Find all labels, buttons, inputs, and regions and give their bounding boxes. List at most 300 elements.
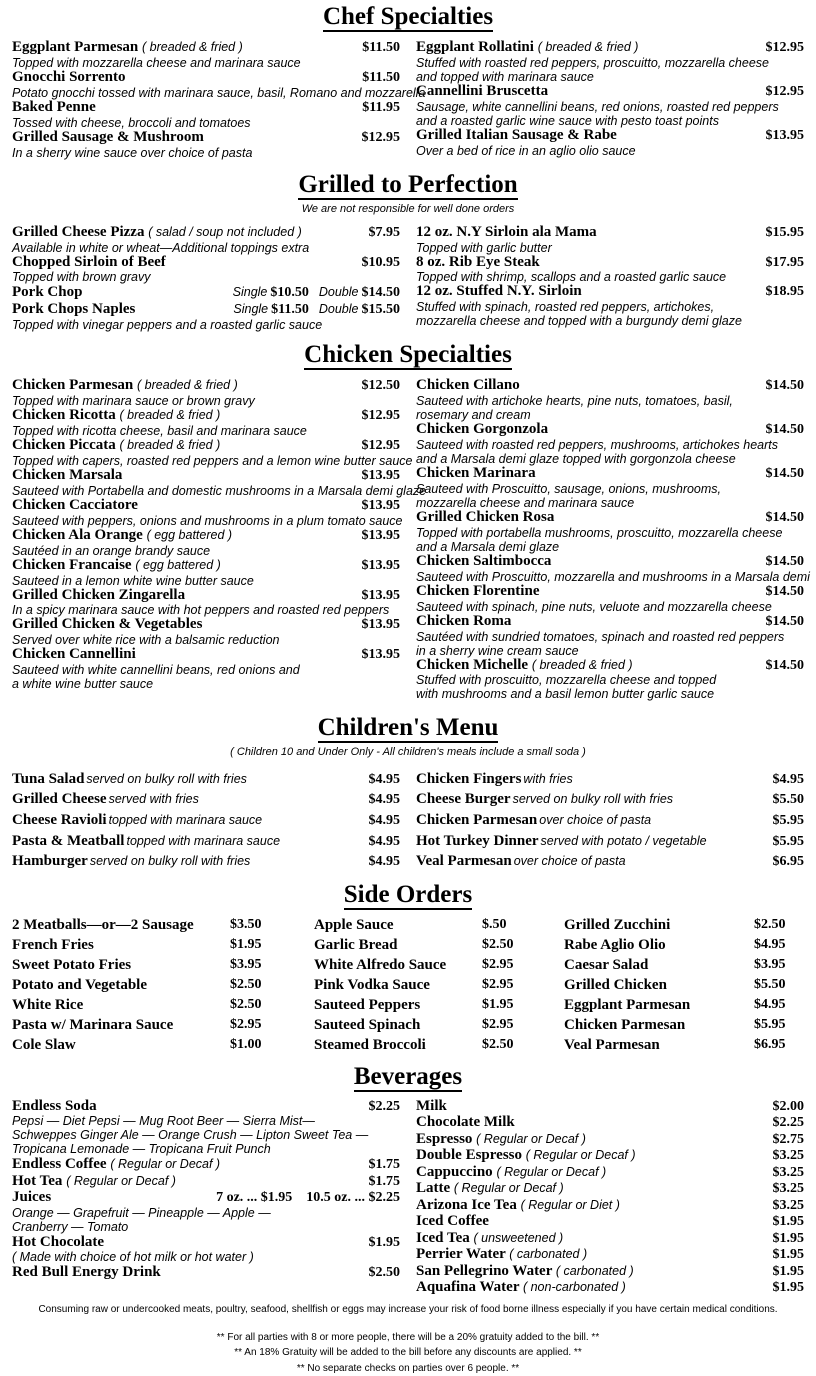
menu-item-description: Topped with shrimp, scallops and a roasted garlic sauce [416,270,727,285]
childrens-item-description: served with fries [108,792,199,807]
childrens-item-price: $4.95 [368,854,400,870]
beverage-name: Latte ( Regular or Decaf ) [416,1180,564,1197]
childrens-item-price: $4.95 [772,771,804,787]
beverage-size-price: 7 oz. ... $1.95 [216,1190,293,1206]
childrens-item-price: $4.95 [368,833,400,849]
side-order-item [12,996,314,1016]
menu-item [416,658,804,674]
side-order-item [314,916,564,936]
menu-item-price: $13.95 [765,127,804,143]
childrens-item-description: served on bulky roll with fries [512,792,674,807]
beverage-qualifier: ( Regular or Decaf ) [496,1164,607,1179]
side-order-item [12,976,314,996]
single-label: Single [233,302,269,317]
menu-item-description: In a sherry wine sauce over choice of pasta [12,145,253,160]
side-order-name: Veal Parmesan [564,1036,660,1053]
menu-item-price: $13.95 [361,468,400,484]
side-order-item [564,956,804,976]
menu-item [12,378,400,394]
menu-item-description: a white wine butter sauce [12,677,154,692]
childrens-menu-columns [12,769,804,872]
childrens-item-price: $5.95 [772,833,804,849]
childrens-item-description: served with potato / vegetable [540,833,707,848]
menu-item [12,100,400,116]
side-order-item [12,916,314,936]
menu-item-price: $14.50 [765,553,804,569]
menu-item-price: $10.95 [361,254,400,270]
childrens-item-description: served on bulky roll with fries [89,854,251,869]
menu-item [12,225,400,241]
menu-item [12,130,400,146]
childrens-menu-item [416,851,804,872]
menu-item-description: Sauteed with white cannellini beans, red onions and [12,663,300,678]
beverage-item [416,1263,804,1280]
gratuity-note: ** No separate checks on parties over 6 people. ** [296,1362,520,1374]
menu-item-description: Topped with brown gravy [12,270,151,285]
childrens-item-name: Chicken Parmesan over choice of pasta [416,811,652,828]
section-title-grilled-to-perfection [12,172,804,200]
side-order-name: Rabe Aglio Olio [564,936,666,953]
menu-item-description: in a sherry wine cream sauce [416,643,579,658]
side-order-item [564,916,804,936]
chef-specialties-right-column [410,40,804,160]
side-orders-heading-text: Side Orders [343,881,473,908]
menu-item-name: Pork Chop [12,284,83,301]
side-order-name: Steamed Broccoli [314,1036,426,1053]
grilled-left-column [12,225,410,333]
beverage-price: $2.50 [368,1265,400,1281]
menu-item-name: Eggplant Rollatini ( breaded & fried ) [416,39,639,55]
menu-item-qualifier: ( breaded & fried ) [537,40,639,54]
side-order-name: Pasta w/ Marinara Sauce [12,1016,174,1033]
childrens-item-name: Hamburger served on bulky roll with fries [12,853,251,870]
chicken-heading-text: Chicken Specialties [304,341,512,369]
menu-item-name: Grilled Italian Sausage & Rabe [416,126,617,143]
side-order-item [12,1016,314,1036]
side-order-price: $1.95 [482,996,514,1012]
menu-item [416,40,804,56]
menu-item [416,554,804,570]
side-order-name: Grilled Zucchini [564,917,671,933]
childrens-item-name: Veal Parmesan over choice of pasta [416,853,626,870]
side-orders-column-2 [314,916,564,1056]
menu-item-description: Sauteed with peppers, onions and mushrooms in a plum tomato sauce [12,513,403,528]
menu-item-description: Topped with vinegar peppers and a roasted garlic sauce [12,318,323,333]
beverage-name: San Pellegrino Water ( carbonated ) [416,1262,634,1279]
menu-item-description: Over a bed of rice in an aglio olio sauce [416,143,636,158]
menu-item-description: Topped with marinara sauce or brown gravy [12,394,255,409]
beverage-item [12,1098,400,1115]
childrens-item-name: Cheese Burger served on bulky roll with fries [416,791,674,808]
childrens-item-price: $4.95 [368,792,400,808]
menu-item-name: Chicken Saltimbocca [416,552,552,569]
side-order-name: Grilled Chicken [564,976,667,993]
beverage-price: $3.25 [772,1148,804,1164]
menu-item-description: Tossed with cheese, broccoli and tomatoes [12,115,251,130]
side-order-name: Caesar Salad [564,956,649,973]
childrens-menu-item [12,810,400,831]
beverage-item [416,1180,804,1197]
menu-item-description: Topped with garlic butter [416,240,552,255]
menu-item-qualifier: ( breaded & fried ) [531,657,633,672]
menu-item-description: Stuffed with spinach, roasted red peppers, artichokes, [416,300,715,315]
menu-item [12,408,400,424]
side-order-price: $3.50 [230,917,262,932]
menu-item-name: 8 oz. Rib Eye Steak [416,253,540,270]
gratuity-notes [12,1330,804,1376]
gratuity-note: ** For all parties with 8 or more people, there will be a 20% gratuity added to the bill. ** [216,1331,600,1343]
beverage-name: Perrier Water ( carbonated ) [416,1246,588,1263]
beverage-name: Double Espresso ( Regular or Decaf ) [416,1147,636,1164]
chef-specialties-heading-text: Chef Specialties [322,3,494,30]
side-order-item [564,996,804,1016]
beverage-description: Schweppes Ginger Ale — Orange Crush — Lipton Sweet Tea — [12,1128,369,1143]
menu-item-description: and a Marsala demi glaze [416,539,560,554]
childrens-item-description: topped with marinara sauce [126,833,281,848]
menu-item [416,614,804,630]
section-title-chef-specialties [12,4,804,32]
beverage-qualifier: ( Regular or Decaf ) [476,1131,586,1146]
menu-item-name: Chopped Sirloin of Beef [12,253,166,270]
beverage-price: $1.95 [772,1230,804,1246]
menu-item-name: Chicken Michelle ( breaded & fried ) [416,656,633,673]
menu-item-name: Chicken Piccata ( breaded & fried ) [12,437,221,454]
menu-item-qualifier: ( breaded & fried ) [142,40,243,54]
beverage-name: Espresso ( Regular or Decaf ) [416,1130,586,1147]
beverage-item [12,1189,400,1206]
menu-item-description: and a roasted garlic wine sauce with pesto toast points [416,113,719,128]
childrens-left-column [12,769,410,872]
menu-item [12,301,400,318]
menu-item-price: $13.95 [361,587,400,603]
side-order-price: $5.95 [754,1016,786,1032]
beverage-qualifier: ( non-carbonated ) [522,1280,626,1295]
side-order-price: $2.95 [482,1016,514,1032]
menu-item-price: $12.95 [765,40,804,55]
menu-item-price: $12.95 [765,83,804,99]
gratuity-note: ** An 18% Gratuity will be added to the bill before any discounts are applied. ** [234,1347,582,1359]
beverage-item [12,1156,400,1173]
menu-item [12,468,400,484]
side-order-item [12,956,314,976]
menu-item-price: $11.95 [362,99,400,115]
menu-item-qualifier: ( egg battered ) [135,557,221,572]
side-order-name: Garlic Bread [314,936,398,953]
menu-footer [12,1304,804,1376]
menu-item-price: $11.50 [362,69,400,85]
menu-item-price: $13.95 [361,527,400,543]
menu-item-name: Chicken Ricotta ( breaded & fried ) [12,407,221,424]
menu-item [12,498,400,514]
beverage-name: Iced Tea ( unsweetened ) [416,1229,564,1246]
menu-item-name: Gnocchi Sorrento [12,68,126,85]
menu-item [12,617,400,633]
menu-item-qualifier: ( breaded & fried ) [119,408,221,423]
beverages-right-column [410,1098,804,1296]
beverage-item [12,1264,400,1281]
side-order-name: Chicken Parmesan [564,1016,686,1033]
menu-item-name: Grilled Cheese Pizza ( salad / soup not included ) [12,223,302,240]
beverage-price: $2.25 [368,1098,400,1114]
menu-item [12,528,400,544]
menu-item-description: Topped with ricotta cheese, basil and marinara sauce [12,424,307,439]
menu-item-name: Chicken Parmesan ( breaded & fried ) [12,377,238,394]
menu-item-price: $17.95 [765,254,804,270]
menu-item-name: Chicken Francaise ( egg battered ) [12,556,221,573]
childrens-menu-item [416,831,804,852]
menu-item-name: Baked Penne [12,98,96,115]
menu-item-price: $14.50 [765,510,804,526]
beverage-price: $2.75 [772,1131,804,1147]
beverages-left-column [12,1098,410,1296]
menu-item-description: Sauteed with Proscuitto, mozzarella and mushrooms in a Marsala demi [416,569,810,584]
side-order-name: Potato and Vegetable [12,976,147,993]
beverage-description: Cranberry — Tomato [12,1219,129,1234]
beverage-qualifier: ( Regular or Decaf ) [110,1157,221,1172]
menu-item-description: and topped with marinara sauce [416,69,594,84]
beverage-name: Red Bull Energy Drink [12,1264,161,1281]
chef-specialties-left-column [12,39,426,160]
menu-item-qualifier: ( breaded & fried ) [119,438,221,453]
menu-item-qualifier: ( egg battered ) [146,527,233,542]
menu-item-description: Sautéed in an orange brandy sauce [12,543,211,558]
menu-item-price: $13.95 [361,497,400,513]
menu-item-name: Chicken Roma [416,612,512,629]
side-order-name: 2 Meatballs—or—2 Sausage [12,917,194,933]
side-order-item [564,1016,804,1036]
menu-item [12,284,400,301]
menu-item-name: Cannellini Bruscetta [416,82,549,99]
menu-item-description: Sauteed with Proscuitto, sausage, onions, mushrooms, [416,482,722,497]
childrens-menu-item [12,789,400,810]
side-order-item [314,996,564,1016]
menu-item-description: Sauteed in a lemon white wine butter sauce [12,573,254,588]
menu-item-name: Chicken Cillano [416,377,520,394]
menu-item [12,255,400,271]
grilled-subtitle: We are not responsible for well done orders [301,202,515,215]
beverage-name: Hot Chocolate [12,1233,105,1250]
childrens-menu-subtitle: ( Children 10 and Under Only - All children's meals include a small soda ) [230,746,586,759]
beverage-size-prices [216,1190,400,1205]
menu-item [416,225,804,241]
grilled-columns [12,225,804,333]
menu-item-description: rosemary and cream [416,408,531,423]
menu-item-description: Topped with mozzarella cheese and marinara sauce [12,55,301,70]
menu-item-description: Topped with capers, roasted red peppers and a lemon wine butter sauce [12,454,413,469]
menu-item-price: $14.50 [765,657,804,673]
childrens-item-name: Tuna Salad served on bulky roll with fries [12,770,247,787]
menu-item-name: Chicken Cannellini [12,646,136,663]
side-order-price: $5.50 [754,976,786,992]
beverage-name: Juices [12,1189,52,1206]
menu-item-description: mozzarella cheese and marinara sauce [416,496,635,511]
beverage-item [416,1164,804,1181]
grilled-right-column [410,225,804,333]
double-label: Double [318,302,359,317]
menu-item-name: Chicken Cacciatore [12,496,138,513]
section-title-chicken-specialties [12,342,804,370]
side-order-item [314,1016,564,1036]
side-orders-columns [12,916,804,1056]
menu-item-qualifier: ( salad / soup not included ) [148,224,302,239]
side-order-price: $4.95 [754,996,786,1012]
side-order-price: $4.95 [754,936,786,952]
side-orders-column-1 [12,916,314,1056]
beverage-price: $2.00 [772,1098,804,1114]
menu-item-name: Chicken Gorgonzola [416,421,549,438]
beverage-name: Cappuccino ( Regular or Decaf ) [416,1163,607,1180]
menu-item-description: with mushrooms and a basil lemon butter garlic sauce [416,687,715,702]
beverage-item [416,1279,804,1296]
side-order-name: Apple Sauce [314,917,394,933]
childrens-item-description: over choice of pasta [539,812,652,827]
menu-item-description: Available in white or wheat—Additional toppings extra [12,240,310,255]
menu-item-price: $15.95 [765,224,804,240]
menu-item-price: $12.95 [361,438,400,454]
beverage-name: Endless Soda [12,1097,97,1114]
beverage-item [416,1114,804,1131]
side-order-price: $2.50 [230,996,262,1012]
double-label: Double [318,285,359,300]
beverage-item [416,1197,804,1214]
menu-item-name: 12 oz. Stuffed N.Y. Sirloin [416,283,582,300]
childrens-menu-item [416,810,804,831]
beverage-name: Endless Coffee ( Regular or Decaf ) [12,1156,221,1173]
menu-item-price: $14.50 [765,378,804,394]
beverage-item [416,1098,804,1115]
menu-item [416,255,804,271]
menu-item-description: Stuffed with proscuitto, mozzarella cheese and topped [416,673,717,688]
menu-item-name: Grilled Chicken & Vegetables [12,616,203,633]
beverages-heading-text: Beverages [353,1062,463,1090]
menu-item [416,284,804,300]
childrens-item-name: Chicken Fingers with fries [416,770,573,787]
menu-item-price: $14.50 [765,613,804,629]
menu-item [12,647,400,663]
menu-item-qualifier: ( breaded & fried ) [137,378,238,393]
side-order-price: $3.95 [754,956,786,972]
side-order-item [314,956,564,976]
side-order-item [564,976,804,996]
side-order-price: $2.50 [230,976,262,992]
section-title-childrens-menu [12,715,804,743]
side-order-item [314,1036,564,1056]
side-order-price: $2.95 [230,1016,262,1032]
menu-item-name: Chicken Marinara [416,465,536,482]
beverage-description: Tropicana Lemonade — Tropicana Fruit Punch [12,1142,271,1157]
beverages-columns [12,1098,804,1296]
menu-item-price: $14.50 [765,466,804,482]
childrens-menu-heading-text: Children's Menu [317,714,499,742]
menu-item-price: $18.95 [765,284,804,300]
childrens-item-price: $4.95 [368,812,400,828]
menu-item-name: 12 oz. N.Y Sirloin ala Mama [416,223,597,240]
childrens-item-price: $5.50 [772,792,804,808]
menu-item [416,584,804,600]
side-order-price: $1.00 [230,1036,262,1052]
beverage-item [12,1234,400,1251]
side-order-price: $2.50 [754,917,786,932]
side-order-item [564,936,804,956]
menu-item-description: Stuffed with roasted red peppers, proscuitto, mozzarella cheese [416,55,769,70]
menu-item-price: $13.95 [361,557,400,573]
menu-item-description: Sautéed with sundried tomatoes, spinach and roasted red peppers [416,629,785,644]
single-price: $10.50 [270,285,309,301]
side-order-price: $2.50 [482,1036,514,1052]
childrens-item-description: with fries [523,771,573,786]
beverage-name: Milk [416,1097,447,1114]
beverage-item [416,1230,804,1247]
beverage-qualifier: ( carbonated ) [555,1263,634,1278]
beverage-qualifier: ( Regular or Decaf ) [453,1181,564,1196]
beverage-name: Arizona Ice Tea ( Regular or Diet ) [416,1196,620,1213]
menu-item-description: Sauteed with artichoke hearts, pine nuts, tomatoes, basil, [416,394,733,409]
menu-item-description: In a spicy marinara sauce with hot peppers and roasted red peppers [12,603,390,618]
menu-item-name: Chicken Ala Orange ( egg battered ) [12,526,233,543]
beverage-price: $1.95 [772,1247,804,1263]
menu-item-name: Pork Chops Naples [12,301,136,318]
side-order-name: White Rice [12,996,84,1013]
side-order-name: Sauteed Spinach [314,1016,421,1033]
side-order-item [12,1036,314,1056]
beverage-name: Hot Tea ( Regular or Decaf ) [12,1172,176,1189]
beverage-qualifier: ( Regular or Decaf ) [525,1148,636,1163]
side-order-name: Sauteed Peppers [314,996,421,1013]
menu-item [12,70,400,86]
menu-item-description: Potato gnocchi tossed with marinara sauce, basil, Romano and mozzarella [12,85,426,100]
double-price: $14.50 [361,285,400,301]
menu-item-name: Grilled Sausage & Mushroom [12,128,204,145]
childrens-menu-item [12,851,400,872]
beverage-price: $1.95 [772,1214,804,1230]
beverage-qualifier: ( Regular or Diet ) [520,1197,620,1212]
beverage-description: Pepsi — Diet Pepsi — Mug Root Beer — Sierra Mist— [12,1114,315,1129]
menu-item-name: Grilled Chicken Rosa [416,509,555,526]
side-order-item [564,1036,804,1056]
beverage-item [416,1246,804,1263]
side-order-price: $2.95 [482,976,514,992]
childrens-item-price: $6.95 [772,854,804,870]
beverage-price: $1.95 [772,1280,804,1296]
beverage-item [416,1147,804,1164]
childrens-item-name: Hot Turkey Dinner served with potato / vegetable [416,832,707,849]
grilled-heading-text: Grilled to Perfection [298,170,518,198]
childrens-menu-item [12,831,400,852]
menu-item-price: $14.50 [765,583,804,599]
childrens-item-description: topped with marinara sauce [108,812,263,827]
menu-item-price: $14.50 [765,422,804,438]
menu-item-name: Chicken Florentine [416,582,540,599]
menu-item-description: Sauteed with Portabella and domestic mushrooms in a Marsala demi glaze [12,483,427,498]
beverage-size-price: 10.5 oz. ... $2.25 [306,1190,400,1206]
beverage-item [12,1173,400,1190]
menu-item-description: Sauteed with spinach, pine nuts, veluote and mozzarella cheese [416,599,772,614]
food-safety-warning: Consuming raw or undercooked meats, poultry, seafood, shellfish or eggs may increase your risk of food borne illness especially if you have certain medical conditions. [38,1303,778,1315]
side-order-price: $6.95 [754,1036,786,1052]
beverage-price: $1.95 [772,1263,804,1279]
childrens-menu-item [416,769,804,790]
side-order-price: $1.95 [230,936,262,952]
menu-item-price: $13.95 [361,647,400,663]
chef-specialties-columns [12,40,804,160]
beverage-qualifier: ( carbonated ) [509,1247,588,1262]
side-order-item [12,936,314,956]
childrens-menu-item [416,789,804,810]
menu-item-price: $12.95 [361,129,400,145]
menu-item [416,510,804,526]
menu-item-description: Topped with portabella mushrooms, proscuitto, mozzarella cheese [416,525,783,540]
double-price: $15.50 [361,302,400,318]
